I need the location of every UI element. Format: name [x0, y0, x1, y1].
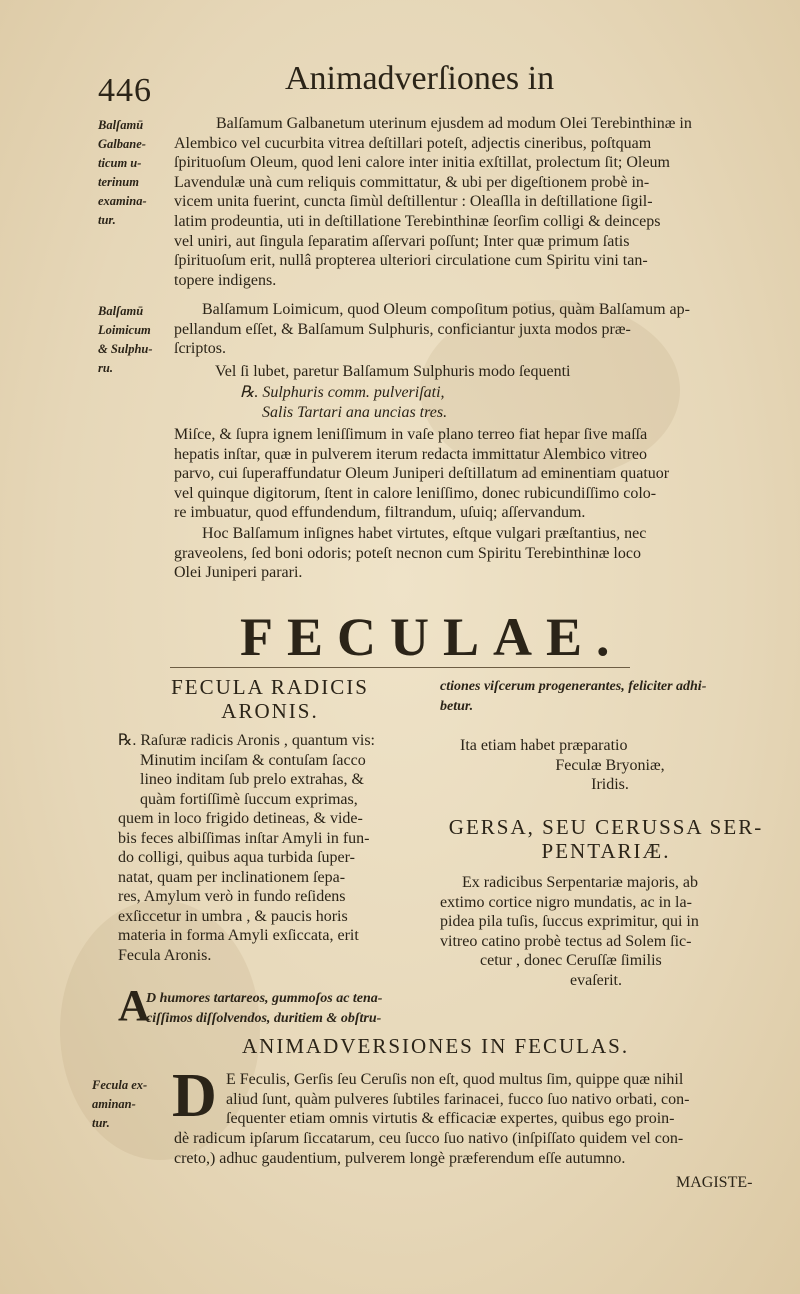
margin-note-line: examina- — [98, 194, 147, 208]
text-line: Iridis. — [591, 776, 629, 793]
text-line: Lavendulæ unà cum reliquis committatur, & ubi per digeſtionem probè in- — [174, 173, 650, 191]
text-line: ſpirituoſum erit, nullâ propterea ulteriori circulatione cum Spiritu vini tan- — [174, 252, 648, 270]
margin-note-feculae — [92, 1076, 147, 1133]
text-line: extimo cortice nigro mundatis, ac in la- — [440, 893, 692, 911]
left-column-text — [118, 731, 428, 965]
heading-rule — [170, 667, 630, 668]
dropcap-d: D — [172, 1062, 217, 1130]
text-line: vitreo catino probè tectus ad Solem ſic- — [440, 932, 692, 950]
heading-fecula-radicis-aronis — [120, 675, 420, 723]
text-line: vel uniri, aut ſingula ſeparatim aſſervari poſſunt; Inter quæ primum ſatis — [174, 232, 630, 250]
ad-paragraph — [146, 989, 436, 1028]
text-line: cetur , donec Ceruſſæ ſimilis — [480, 952, 662, 969]
text-line: hepatis inſtar, quæ in pulverem iterum redacta immittatur Alembico vitreo — [174, 445, 648, 463]
text-line: exſiccetur in umbra , & paucis horis — [118, 907, 348, 925]
margin-note-loimicum — [98, 302, 153, 378]
text-line: Ita etiam habet præparatio — [460, 737, 628, 754]
dropcap-a — [118, 981, 150, 1030]
text-line: D humores tartareos, gummoſos ac tena- — [146, 991, 383, 1006]
margin-note-line: & Sulphu- — [98, 342, 153, 356]
section-title-feculae: FECULAE. — [240, 607, 624, 667]
text-line: aliud ſunt, quàm pulveres ſubtiles farinacei, fucco ſuo nativo orbati, con- — [226, 1090, 690, 1108]
text-line: ctiones viſcerum progenerantes, feliciter adhi- — [440, 679, 707, 694]
paragraph-hoc-balsamum — [174, 524, 769, 583]
text-line: betur. — [440, 698, 474, 714]
recipe-line: Salis Tartari ana uncias tres. — [262, 403, 448, 421]
text-line: ℞. Raſuræ radicis Aronis , quantum vis: — [118, 732, 375, 749]
text-line: ſcriptos. — [174, 340, 226, 358]
text-line: parvo, cui ſuperaffundatur Oleum Juniperi deſtillatum ad eminentiam quatuor — [174, 465, 670, 483]
recipe-line: ℞. Sulphuris comm. pulveriſati, — [240, 384, 445, 401]
text-line: vicem unita fuerint, cuncta ſimùl deſtillentur : Oleaſlla in deſtillatione ſigil- — [174, 193, 653, 211]
text-line: Olei Juniperi parari. — [174, 564, 303, 582]
text-line: graveolens, ſed boni odoris; poteſt necnon cum Spiritu Terebinthinæ loco — [174, 544, 641, 562]
margin-note-line: Fecula ex- — [92, 1078, 148, 1092]
catchword: MAGISTE- — [676, 1174, 753, 1191]
text-line: natat, quam per inclinationem ſepa- — [118, 868, 346, 886]
text-line: ſpirituoſum Oleum, quod leni calore inter initia exſtillat, prolectum ſit; Oleum — [174, 154, 670, 172]
heading-line: PENTARIÆ. — [541, 839, 671, 863]
margin-note-line: terinum — [98, 175, 139, 189]
text-line: dè radicum ipſarum ſiccatarum, ceu ſucco ſuo nativo (inſpiſſato quidem vel con- — [174, 1130, 684, 1147]
text-line: evaſerit. — [570, 971, 622, 989]
text-line: materia in forma Amyli exſiccata, erit — [118, 927, 359, 944]
text-line: ſequenter etiam omnis virtutis & efficaciæ expertes, quibus ego proin- — [226, 1110, 675, 1128]
text-line: Fecula Aronis. — [118, 946, 212, 964]
paragraph-sulphur-intro: Vel ſi lubet, paretur Balſamum Sulphuris modo ſequenti — [215, 363, 571, 380]
margin-note-line: Balſamū — [98, 304, 144, 318]
text-line: Miſce, & ſupra ignem leniſſimum in vaſe plano terreo fiat hepar ſive maſſa — [174, 426, 648, 443]
text-line: creto,) adhuc gaudentium, pulverem longè præferendum eſſe autumno. — [174, 1149, 626, 1167]
dropcap-letter: A — [118, 981, 150, 1030]
right-column-continuation — [440, 677, 780, 716]
text-line: Balſamum Loimicum, quod Oleum compoſitum potius, quàm Balſamum ap- — [202, 301, 690, 318]
text-line: topere indigens. — [174, 271, 277, 289]
text-line: vel quinque digitorum, ſtent in calore leniſſimo, donec rubicundiſſimo colo- — [174, 484, 657, 502]
margin-note-line: tur. — [92, 1116, 110, 1130]
recipe-sulphur — [240, 383, 640, 422]
heading-line: ARONIS. — [221, 699, 319, 723]
text-line: quem in loco frigido detineas, & vide- — [118, 810, 363, 827]
text-line: do colligi, quibus aqua turbida ſuper- — [118, 849, 355, 866]
text-line: Minutim inciſam & contuſam ſacco — [140, 751, 366, 769]
margin-note-line: Loimicum — [98, 323, 151, 337]
text-line: Balſamum Galbanetum uterinum ejusdem ad modum Olei Terebinthinæ in — [216, 115, 692, 132]
heading-animadversiones-in-feculas: ANIMADVERSIONES IN FECULAS. — [242, 1034, 630, 1058]
page-number: 446 — [98, 72, 152, 109]
text-line: quàm fortiſſimè ſuccum exprimas, — [140, 790, 358, 808]
text-line: bis feces albiſſimas inſtar Amyli in fun- — [118, 829, 370, 847]
text-line: ciſſimos diſſolvendos, duritiem & obſtru- — [146, 1010, 382, 1026]
text-line: re imbuatur, quod effundendum, filtrandum, uſuiq; aſſervandum. — [174, 504, 586, 522]
heading-line: FECULA RADICIS — [171, 675, 369, 699]
text-line: pellandum eſſet, & Balſamum Sulphuris, conficiantur juxta modos præ- — [174, 320, 631, 338]
ita-etiam-block — [440, 736, 780, 795]
text-line: Hoc Balſamum inſignes habet virtutes, eſtque vulgari præſtantius, nec — [202, 525, 647, 542]
margin-note-line: Galbane- — [98, 137, 146, 151]
text-line: E Feculis, Gerſis ſeu Ceruſis non eſt, quod multus ſim, quippe quæ nihil — [226, 1071, 684, 1088]
right-column-text — [440, 873, 780, 990]
margin-note-galbanetum — [98, 116, 147, 230]
running-title: Animadverſiones in — [285, 60, 555, 97]
heading-gersa — [436, 815, 776, 863]
margin-note-line: ticum u- — [98, 156, 142, 170]
text-line: pidea pila tuſis, ſuccus exprimitur, qui in — [440, 913, 699, 930]
paragraph-balsamum-loimicum — [174, 300, 769, 359]
heading-line: GERSA, SEU CERUSSA SER- — [448, 815, 764, 839]
final-paragraph-lines-full — [174, 1129, 774, 1168]
text-line: latim prodeuntia, uti in deſtillatione Terebinthinæ ſeorſim colligi & deinceps — [174, 212, 661, 230]
paragraph-misce — [174, 425, 769, 523]
text-line: Feculæ Bryoniæ, — [555, 756, 665, 774]
paragraph-balsamum-galbanetum — [174, 114, 769, 290]
text-line: Alembico vel cucurbita vitrea deſtillari poteſt, adjectis cineribus, poſtquam — [174, 134, 652, 152]
margin-note-line: ru. — [98, 361, 113, 375]
final-paragraph-lines-indented — [226, 1070, 771, 1129]
margin-note-line: aminan- — [92, 1097, 136, 1111]
margin-note-line: Balſamū — [98, 118, 144, 132]
text-line: Ex radicibus Serpentariæ majoris, ab — [462, 874, 698, 891]
text-line: res, Amylum verò in fundo reſidens — [118, 888, 346, 905]
margin-note-line: tur. — [98, 213, 116, 227]
text-line: lineo inditam ſub prelo extrahas, & — [140, 771, 364, 788]
